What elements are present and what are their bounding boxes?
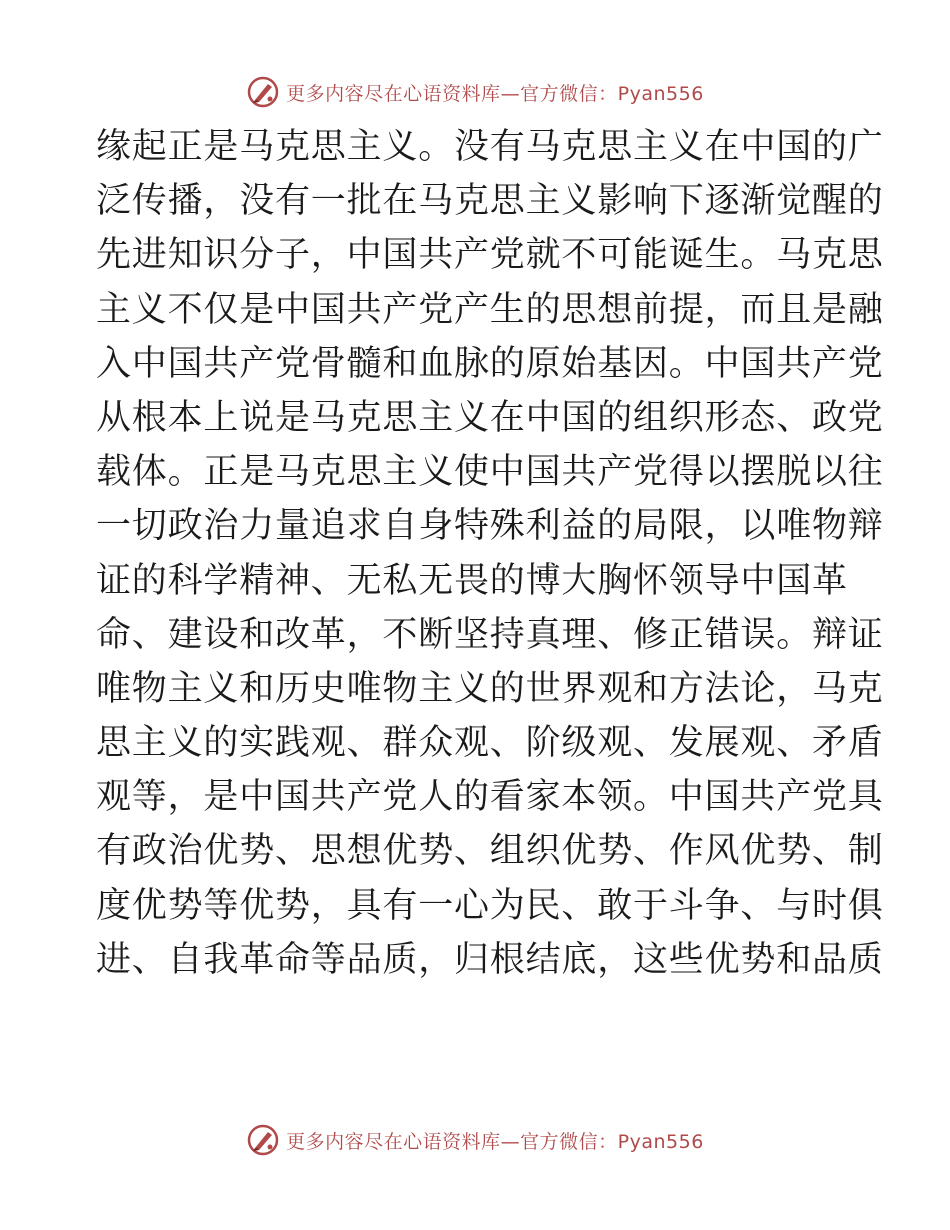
header-banner-text: 更多内容尽在心语资料库—官方微信：Pyan556 [286,82,704,105]
body-text-line: 泛传播，没有一批在马克思主义影响下逐渐觉醒的 [96,181,884,222]
body-text-line: 度优势等优势，具有一心为民、敢于斗争、与时俱 [96,885,884,926]
header-banner [0,72,950,112]
body-text-line: 一切政治力量追求自身特殊利益的局限，以唯物辩 [96,506,884,547]
body-text-line: 证的科学精神、无私无畏的博大胸怀领导中国革 [96,560,848,601]
body-text-line: 进、自我革命等品质，归根结底，这些优势和品质 [96,939,884,980]
body-text-line: 唯物主义和历史唯物主义的世界观和方法论，马克 [96,668,884,709]
document-body [96,120,884,987]
quill-ink-logo-icon [246,75,280,109]
body-text-line: 命、建设和改革，不断坚持真理、修正错误。辩证 [96,614,884,655]
body-text-line: 入中国共产党骨髓和血脉的原始基因。中国共产党 [96,343,884,384]
body-text-line: 观等，是中国共产党人的看家本领。中国共产党具 [96,777,884,818]
footer-banner [0,1120,950,1160]
body-text-line: 载体。正是马克思主义使中国共产党得以摆脱以往 [96,452,884,493]
body-text-line: 主义不仅是中国共产党产生的思想前提，而且是融 [96,289,884,330]
quill-ink-logo-icon [246,1123,280,1157]
footer-banner-text: 更多内容尽在心语资料库—官方微信：Pyan556 [286,1130,704,1153]
body-text-line: 先进知识分子，中国共产党就不可能诞生。马克思 [96,235,884,276]
body-text-line: 从根本上说是马克思主义在中国的组织形态、政党 [96,397,884,438]
body-text-line: 有政治优势、思想优势、组织优势、作风优势、制 [96,831,884,872]
body-text-line: 思主义的实践观、群众观、阶级观、发展观、矛盾 [96,723,884,764]
body-text-line: 缘起正是马克思主义。没有马克思主义在中国的广 [96,127,884,167]
